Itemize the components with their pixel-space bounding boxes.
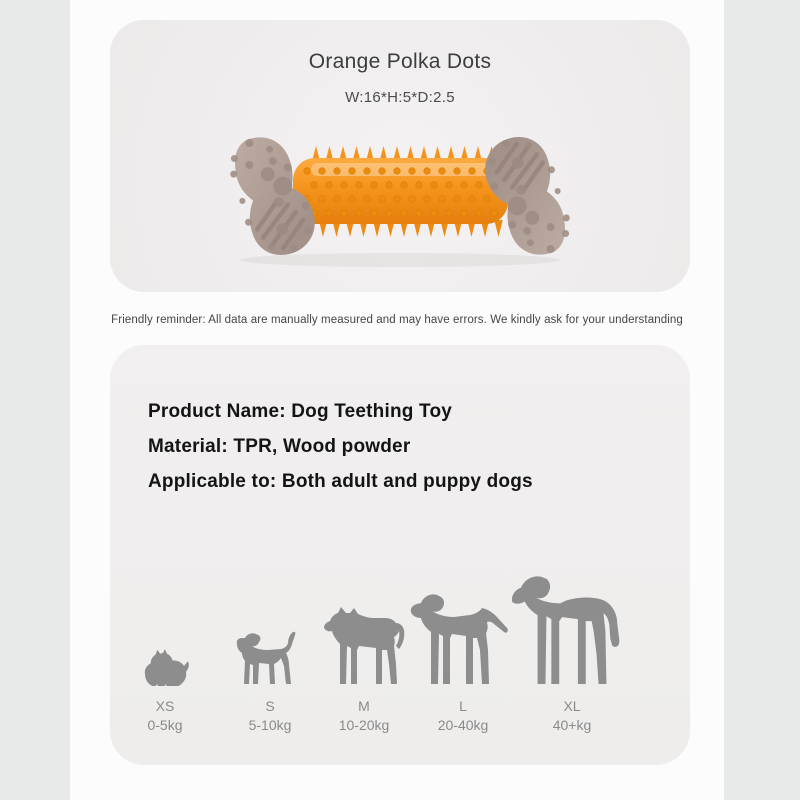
- size-weight: 5-10kg: [248, 717, 292, 733]
- beagle-silhouette-icon: [234, 630, 306, 686]
- product-info: [148, 394, 660, 499]
- size-label: XL: [563, 698, 581, 714]
- st-bernard-silhouette-icon: [506, 570, 638, 686]
- size-label: S: [265, 698, 275, 714]
- friendly-reminder: Friendly reminder: All data are manually measured and may have errors. We kindly ask for your understanding: [111, 314, 683, 326]
- bone-toy-image: [215, 120, 585, 270]
- info-line-material: Material: TPR, Wood powder: [148, 436, 411, 457]
- size-option-s: [220, 697, 320, 735]
- size-option-xs: [115, 697, 215, 735]
- content-panel: [70, 0, 724, 800]
- size-weight: 0-5kg: [147, 717, 183, 733]
- product-title: Orange Polka Dots: [308, 50, 492, 73]
- pomeranian-silhouette-icon: [141, 648, 189, 686]
- size-label: L: [459, 698, 467, 714]
- size-weight: 40+kg: [552, 717, 592, 733]
- size-label: XS: [155, 698, 175, 714]
- info-card: [110, 345, 690, 765]
- retriever-silhouette-icon: [407, 588, 519, 686]
- size-option-l: [413, 697, 513, 735]
- toy-shadow: [240, 253, 560, 267]
- info-line-applicable: Applicable to: Both adult and puppy dogs: [148, 471, 533, 492]
- info-line-product-name: Product Name: Dog Teething Toy: [148, 401, 453, 422]
- husky-silhouette-icon: [320, 604, 408, 686]
- size-weight: 10-20kg: [338, 717, 390, 733]
- size-weight: 20-40kg: [437, 717, 489, 733]
- size-option-m: [314, 697, 414, 735]
- size-label: M: [358, 698, 370, 714]
- size-option-xl: [522, 697, 622, 735]
- product-dimensions: W:16*H:5*D:2.5: [345, 89, 455, 106]
- product-card: [110, 20, 690, 292]
